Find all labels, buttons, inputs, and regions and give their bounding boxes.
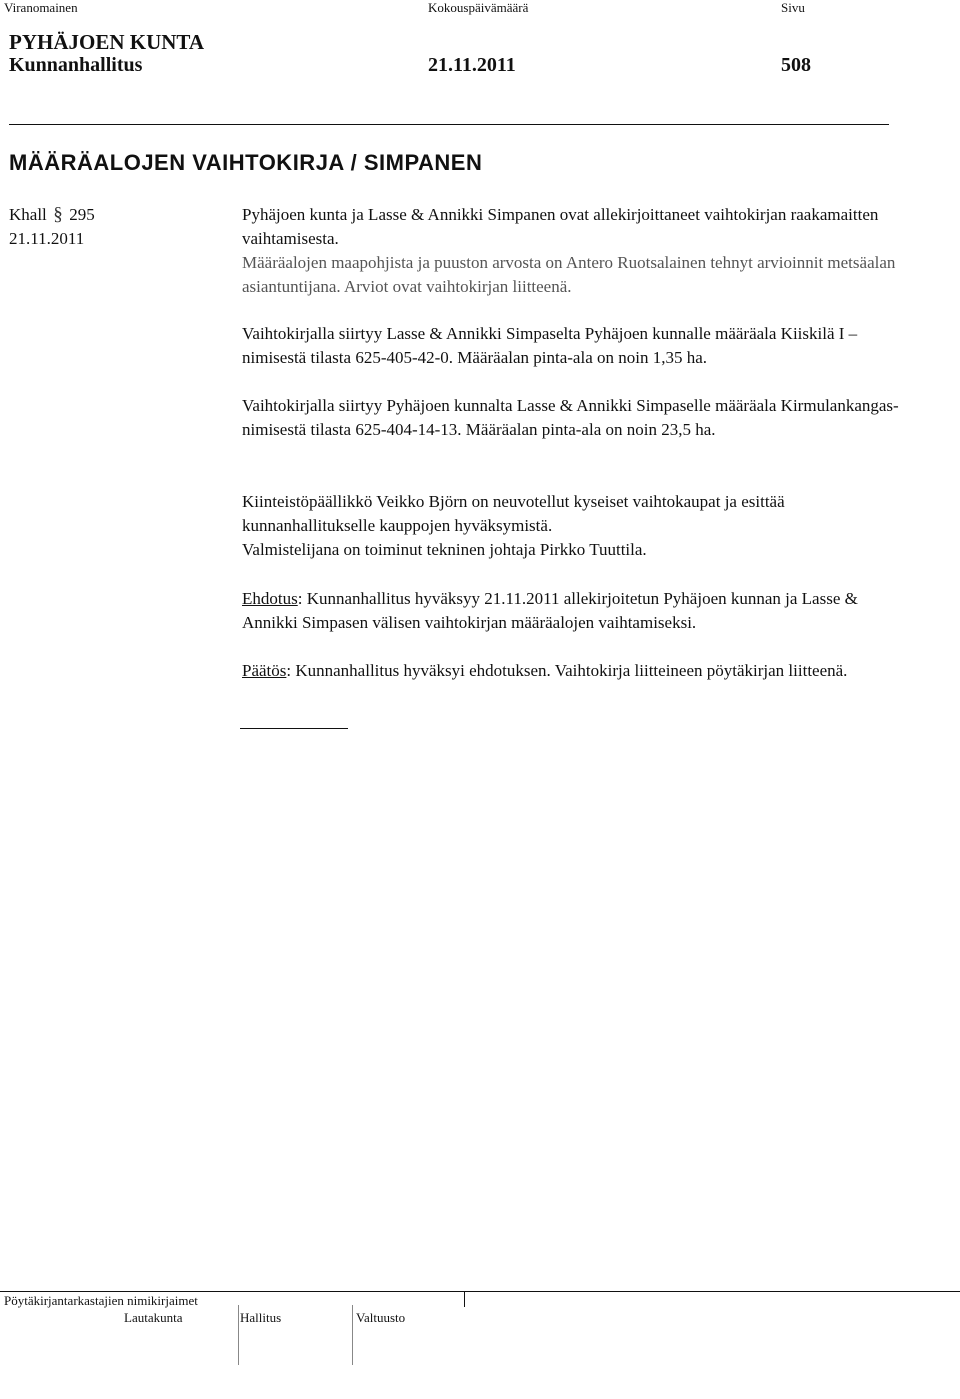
decision-text: : Kunnanhallitus hyväksyi ehdotuksen. Vaihtokirja liitteineen pöytäkirjan liitteenä. bbox=[286, 661, 848, 680]
proposal-text: : Kunnanhallitus hyväksyy 21.11.2011 allekirjoitetun Pyhäjoen kunnan ja Lasse & Annikki Simpasen välisen vaihtokirjan määräalojen vaihtamiseksi. bbox=[242, 589, 858, 632]
organization-name: PYHÄJOEN KUNTA bbox=[9, 30, 205, 54]
decision-label: Päätös bbox=[242, 661, 287, 680]
proposal-label: Ehdotus bbox=[242, 589, 298, 608]
footer-executive-label: Hallitus bbox=[240, 1310, 282, 1325]
signature-box-divider bbox=[238, 1305, 239, 1365]
paragraph-transfer-to-simpanen: Vaihtokirjalla siirtyy Pyhäjoen kunnalta Lasse & Annikki Simpaselle määräala Kirmulankangas-nimisestä tilasta 625-404-14-13. Määräalan pinta-ala on noin 23,5 ha. bbox=[242, 396, 899, 439]
document-title: MÄÄRÄALOJEN VAIHTOKIRJA / SIMPANEN bbox=[9, 150, 483, 175]
section-date: 21.11.2011 bbox=[9, 229, 85, 248]
section-mark-icon: § bbox=[53, 204, 63, 225]
header-divider bbox=[9, 124, 889, 125]
footer-divider bbox=[0, 1291, 960, 1292]
paragraph-negotiation: Kiinteistöpäällikkö Veikko Björn on neuvotellut kyseiset vaihtokaupat ja esittää kunnanhallitukselle kauppojen hyväksymistä. bbox=[242, 492, 785, 535]
paragraph-transfer-to-municipality: Vaihtokirjalla siirtyy Lasse & Annikki Simpaselta Pyhäjoen kunnalle määräala Kiiskilä I –nimisestä tilasta 625-405-42-0. Määräalan pinta-ala on noin 1,35 ha. bbox=[242, 324, 858, 367]
footer-council-label: Valtuusto bbox=[356, 1310, 406, 1325]
signature-box-divider bbox=[352, 1305, 353, 1365]
footer-column-divider bbox=[464, 1291, 465, 1307]
footer-title: Pöytäkirjantarkastajien nimikirjaimet bbox=[4, 1293, 198, 1308]
meeting-date: 21.11.2011 bbox=[428, 54, 516, 76]
section-ref-number: 295 bbox=[69, 205, 95, 224]
header-authority-label: Viranomainen bbox=[4, 0, 78, 15]
decision-paragraph bbox=[242, 659, 907, 683]
footer-board-label: Lautakunta bbox=[124, 1310, 183, 1325]
page-number: 508 bbox=[781, 54, 811, 76]
header-page-label: Sivu bbox=[781, 0, 805, 15]
paragraph-preparer: Valmistelijana on toiminut tekninen johtaja Pirkko Tuuttila. bbox=[242, 540, 647, 559]
section-ref-label: Khall bbox=[9, 205, 47, 224]
header-meeting-date-label: Kokouspäivämäärä bbox=[428, 0, 529, 15]
section-end-rule bbox=[240, 728, 348, 729]
paragraph-exchange-signed: Pyhäjoen kunta ja Lasse & Annikki Simpanen ovat allekirjoittaneet vaihtokirjan raakamaitten vaihtamisesta. bbox=[242, 205, 879, 248]
paragraph-valuation: Määräalojen maapohjista ja puuston arvosta on Antero Ruotsalainen tehnyt arvioinnit metsäalan asiantuntijana. Arviot ovat vaihtokirjan liitteenä. bbox=[242, 253, 896, 296]
authority-name: Kunnanhallitus bbox=[9, 54, 143, 76]
section-reference bbox=[9, 203, 95, 227]
proposal-paragraph bbox=[242, 587, 907, 635]
